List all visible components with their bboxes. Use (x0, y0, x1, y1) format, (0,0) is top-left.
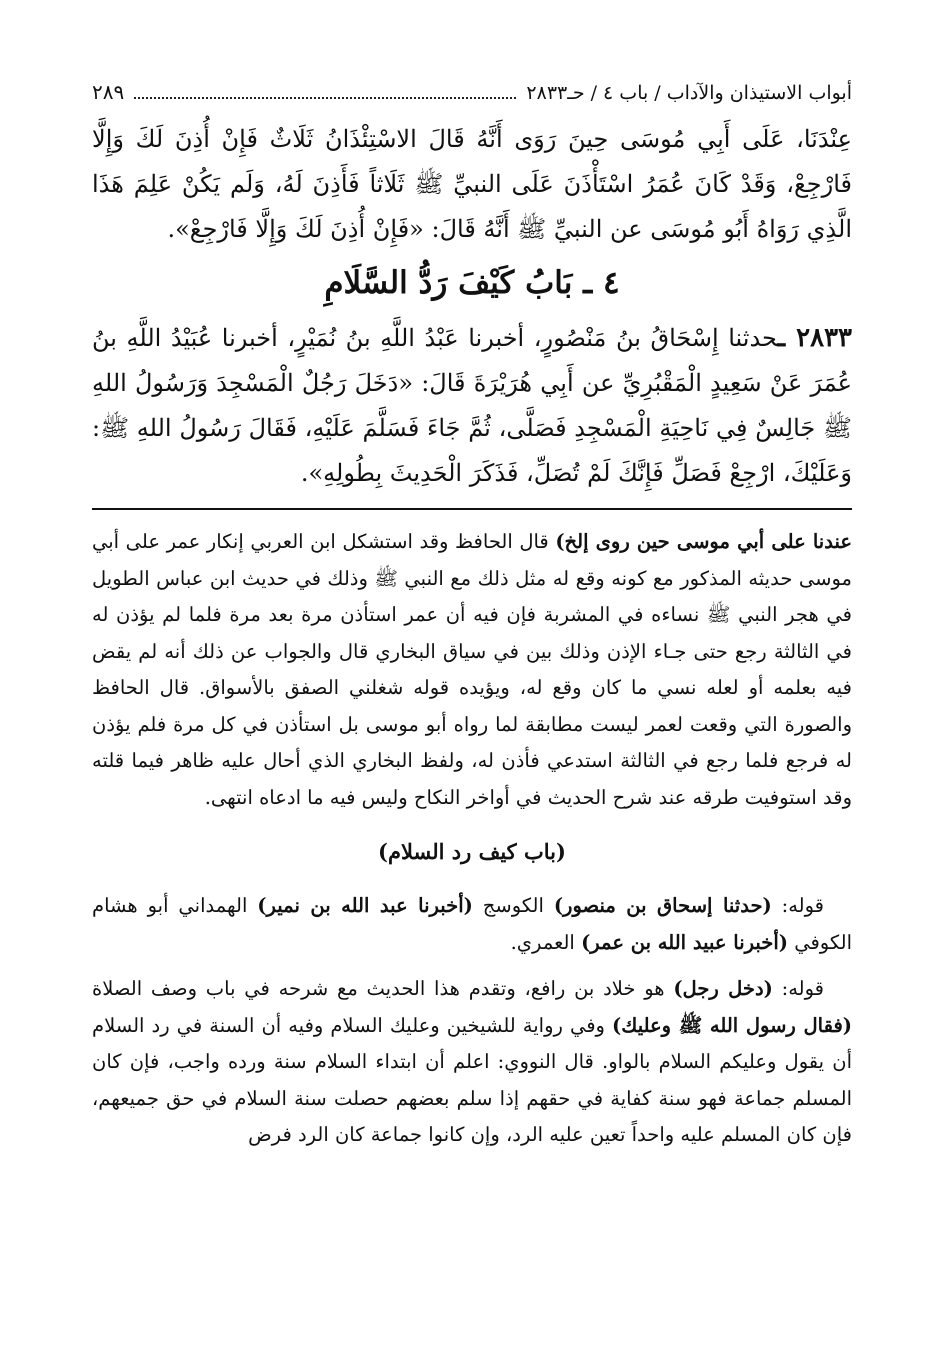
commentary-body: قال الحافظ وقد استشكل ابن العربي إنكار عمر على أبي موسى حديثه المذكور مع كونه وقع له مثل ذلك مع النبي ﷺ وذلك في حديث ابن عباس الطويل في هجر النبي ﷺ نساءه في المشربة فإن فيه أن عمر استأذن مرة بعد مرة فلما لم يؤذن له في الثالثة رجع حتى جـاء الإذن وذلك بين في سياق البخاري قال والجواب عن ذلك أنه لم يقض فيه بعلمه أو لعله نسي ما كان وقع له، ويؤيده قوله شغلني الصفق بالأسواق. قال الحافظ والصورة التي وقعت لعمر ليست مطابقة لما رواه أبو موسى بل استأذن في كل مرة فلم يؤذن له فرجع فلما رجع في الثالثة استدعي فأذن له، ولفظ البخاري الذي أحال عليه ظاهر فيما قلته وقد استوفيت طرقه عند شرح الحديث في أواخر النكاح وليس فيه ما ادعاه انتهى. (92, 530, 852, 809)
note-text: قوله: (771, 894, 825, 917)
chapter-title: ٤ ـ بَابُ كَيْفَ رَدُّ السَّلَامِ (324, 265, 620, 301)
hadith-number: ٢٨٣٣ ـ (777, 323, 852, 353)
page-number: ٢٨٩ (92, 80, 125, 104)
commentary-paragraph (92, 524, 852, 816)
note-bold: (أخبرنا عبيد الله بن عمر) (581, 930, 789, 954)
note-text: قوله: (772, 977, 824, 1000)
note-bold: (دخل رجل) (673, 977, 773, 1000)
note-text: هو خلاد بن رافع، وتقدم هذا الحديث مع شرحه في باب وصف الصلاة (92, 977, 674, 1000)
commentary-lead: عندنا على أبي موسى حين روى إلخ) (555, 530, 852, 553)
main-text-continuation: عِنْدَنَا، عَلَى أَبِي مُوسَى حِينَ رَوَى أَنَّهُ قَالَ الاسْتِئْذَانُ ثَلَاثٌ فَإِنْ أُذِنَ لَكَ وَإِلَّا فَارْجِعْ، وَقَدْ كَانَ عُمَرُ اسْتَأْذَنَ عَلَى النبيِّ ﷺ ثَلَاثاً فَأَذِنَ لَهُ، وَلَم يَكُنْ عَلِمَ هَذَا الَّذِي رَوَاهُ أَبُو مُوسَى عن النبيِّ ﷺ أَنَّهُ قَالَ: «فَإِنْ أُذِنَ لَكَ وَإِلَّا فَارْجِعْ». (92, 125, 852, 243)
note-bold: (أخبرنا عبد الله بن نمير) (257, 894, 473, 917)
book-page (92, 78, 852, 1164)
note-bold: (حدثنا إسحاق بن منصور) (553, 894, 772, 917)
note-paragraph (92, 888, 852, 961)
section-title: (باب كيف رد السلام) (378, 839, 566, 864)
hadith-body: حدثنا إِسْحَاقُ بنُ مَنْصُورٍ، أخبرنا عَبْدُ اللَّهِ بنُ نُمَيْرٍ، أخبرنا عُبَيْدُ اللَّهِ بنُ عُمَرَ عَنْ سَعِيدٍ الْمَقْبُرِيِّ عن أَبِي هُرَيْرَةَ قَالَ: «دَخَلَ رَجُلٌ الْمَسْجِدَ وَرَسُولُ اللهِ ﷺ جَالِسٌ فِي نَاحِيَةِ الْمَسْجِدِ فَصَلَّى، ثُمَّ جَاءَ فَسَلَّمَ عَلَيْهِ، فَقَالَ رَسُولُ اللهِ ﷺ: وَعَلَيْكَ، ارْجِعْ فَصَلِّ فَإِنَّكَ لَمْ تُصَلِّ، فَذَكَرَ الْحَدِيثَ بِطُولِهِ». (92, 324, 852, 487)
note-text: الكوسج (472, 894, 554, 917)
note-text: العمري. (510, 930, 582, 954)
hadith-text (92, 316, 852, 496)
note-text: الهمداني أبو هشام الكوفي (92, 894, 852, 954)
running-title: أبواب الاستيذان والآداب / باب ٤ / حـ٢٨٣٣ (526, 82, 852, 104)
note-text: وفي رواية للشيخين وعليك السلام وفيه أن السنة في رد السلام أن يقول وعليكم السلام بالواو. قال النووي: اعلم أن ابتداء السلام سنة ورده واجب، فإن كان المسلم جماعة فهو سنة كفاية في حقهم إذا سلم بعضهم حصلت سنة السلام في حق جميعهم، فإن كان المسلم عليه واحداً تعين عليه الرد، وإن كانوا جماعة كان الرد فرض (92, 1013, 852, 1146)
header-dot-leader (134, 97, 516, 99)
running-header (92, 78, 852, 107)
note-bold: (فقال رسول الله ﷺ وعليك) (612, 1013, 852, 1037)
note-paragraph (92, 971, 852, 1154)
footnote-divider (92, 508, 852, 510)
